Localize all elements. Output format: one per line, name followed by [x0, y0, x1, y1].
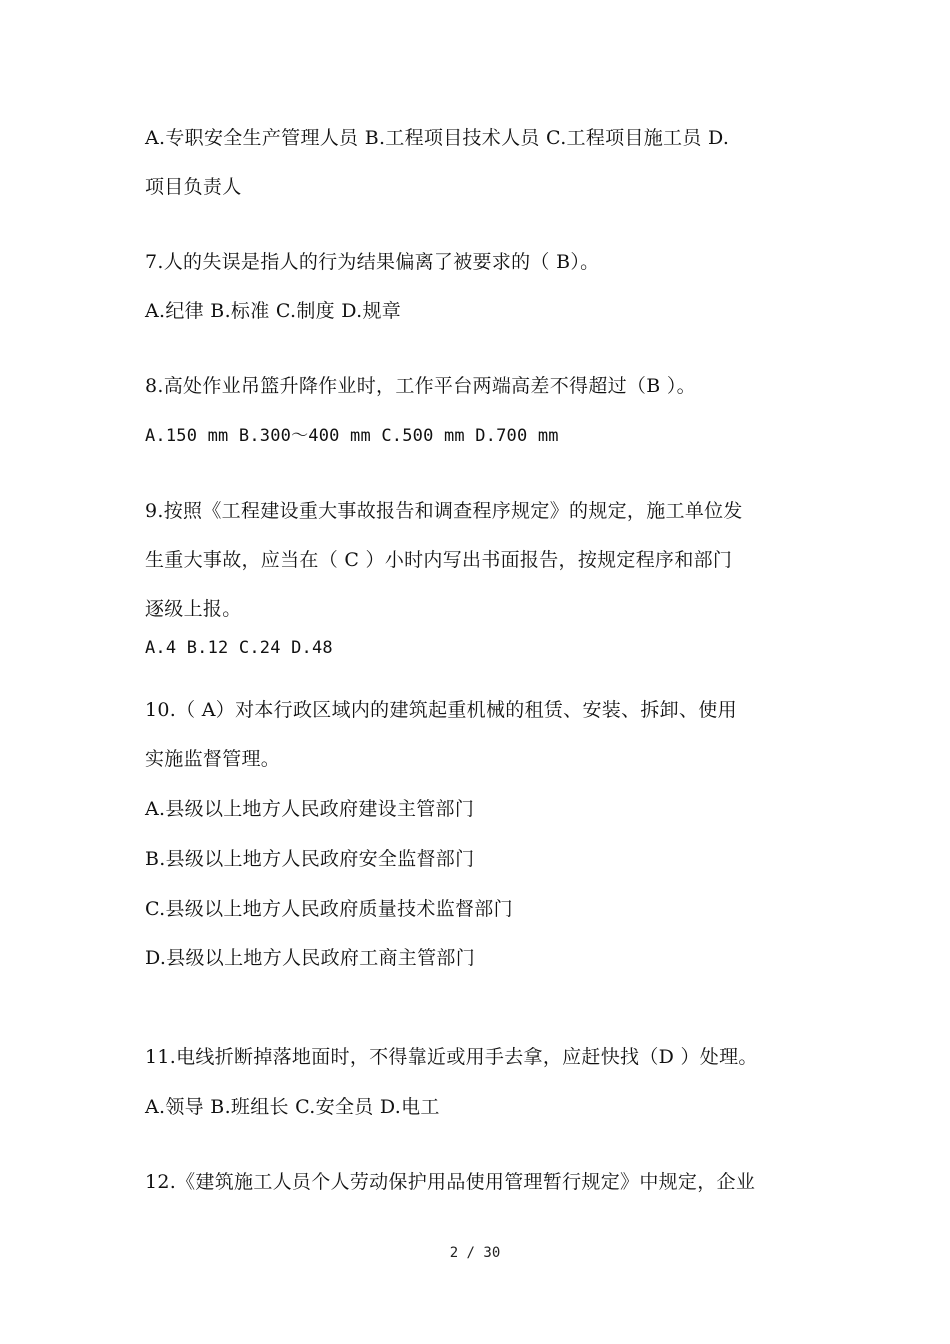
- question-9-line2: 生重大事故，应当在（ C ）小时内写出书面报告，按规定程序和部门: [145, 549, 733, 571]
- question-8: 8.高处作业吊篮升降作业时，工作平台两端高差不得超过（B ）。: [145, 375, 696, 397]
- q10-option-d: D.县级以上地方人民政府工商主管部门: [145, 947, 475, 969]
- q11-options: A.领导 B.班组长 C.安全员 D.电工: [145, 1096, 440, 1118]
- question-10-line2: 实施监督管理。: [145, 748, 281, 770]
- question-7: 7.人的失误是指人的行为结果偏离了被要求的（ B）。: [145, 251, 600, 273]
- q7-options: A.纪律 B.标准 C.制度 D.规章: [145, 300, 402, 322]
- question-9-line1: 9.按照《工程建设重大事故报告和调查程序规定》的规定，施工单位发: [145, 500, 743, 522]
- q9-options: A.4 B.12 C.24 D.48: [145, 638, 333, 658]
- q8-options: A.150 mm B.300～400 mm C.500 mm D.700 mm: [145, 426, 559, 446]
- question-11: 11.电线折断掉落地面时，不得靠近或用手去拿，应赶快找（D ）处理。: [145, 1046, 758, 1068]
- q10-option-b: B.县级以上地方人民政府安全监督部门: [145, 848, 475, 870]
- question-12-line1: 12.《建筑施工人员个人劳动保护用品使用管理暂行规定》中规定，企业: [145, 1171, 756, 1193]
- q6-options-line2: 项目负责人: [145, 176, 242, 198]
- question-9-line3: 逐级上报。: [145, 598, 242, 620]
- q10-option-c: C.县级以上地方人民政府质量技术监督部门: [145, 898, 513, 920]
- question-10-line1: 10.（ A）对本行政区域内的建筑起重机械的租赁、安装、拆卸、使用: [145, 699, 737, 721]
- page-number: 2 / 30: [449, 1245, 501, 1261]
- q10-option-a: A.县级以上地方人民政府建设主管部门: [145, 798, 475, 820]
- q6-options-line1: A.专职安全生产管理人员 B.工程项目技术人员 C.工程项目施工员 D.: [145, 127, 730, 149]
